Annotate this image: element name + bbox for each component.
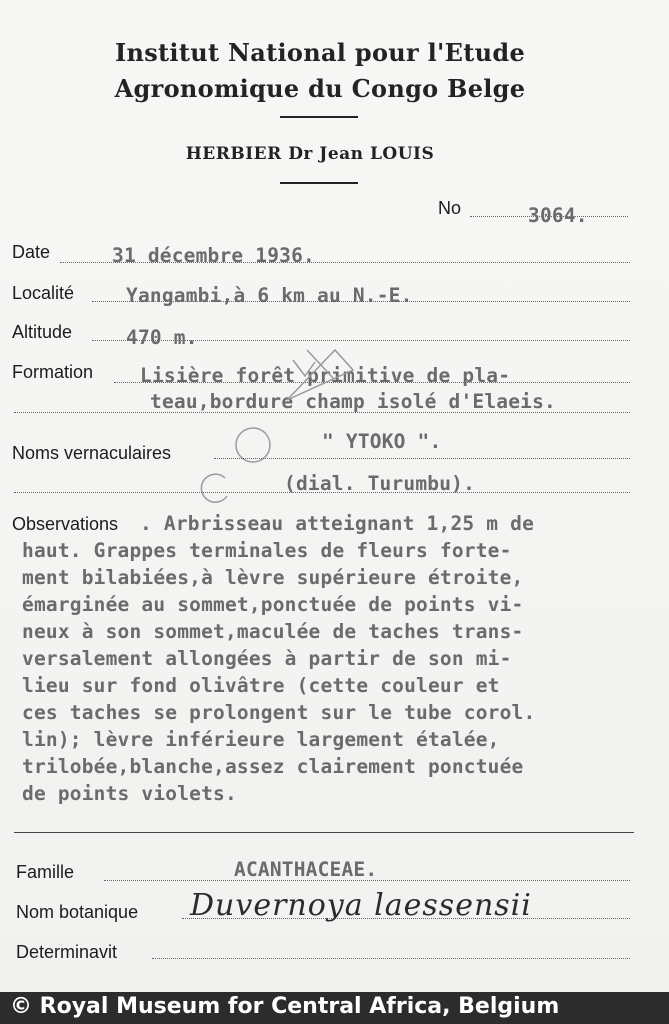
observations-line: haut. Grappes terminales de fleurs forte- — [22, 539, 512, 562]
observations-line: émarginée au sommet,ponctuée de points vi- — [22, 593, 524, 616]
altitude-value: 470 m. — [126, 326, 198, 349]
title-rule-top — [280, 116, 358, 118]
number-value: 3064. — [528, 204, 588, 227]
locality-label: Localité — [12, 283, 75, 303]
section-divider — [14, 832, 634, 833]
determinavit-label: Determinavit — [16, 942, 118, 962]
family-label: Famille — [16, 862, 75, 882]
botanical-name-handwritten: Duvernoya laessensii — [190, 888, 532, 923]
observations-line: ment bilabiées,à lèvre supérieure étroite, — [22, 566, 524, 589]
title-rule-bottom — [280, 182, 358, 184]
locality-value: Yangambi,à 6 km au N.-E. — [126, 284, 413, 307]
observations-line: versalement allongées à partir de son mi- — [22, 647, 512, 670]
vernacular-label: Noms vernaculaires — [12, 443, 172, 463]
observations-line: lin); lèvre inférieure largement étalée, — [22, 728, 500, 751]
observations-line: ces taches se prolongent sur le tube corol. — [22, 701, 536, 724]
observations-line: . Arbrisseau atteignant 1,25 m de — [140, 512, 535, 535]
observations-label: Observations — [12, 514, 119, 534]
determinavit-dotted-line — [152, 958, 630, 959]
observations-line: trilobée,blanche,assez clairement ponctuée — [22, 755, 524, 778]
number-label: No — [438, 198, 462, 218]
vernacular-dotted-line-1 — [214, 458, 630, 459]
herbarium-title: HERBIER Dr Jean LOUIS — [185, 144, 435, 164]
date-value: 31 décembre 1936. — [112, 244, 315, 267]
institute-title-line1: Institut National pour l'Etude — [114, 38, 526, 67]
botanical-name-label: Nom botanique — [16, 902, 139, 922]
observations-line: de points violets. — [22, 782, 237, 805]
observations-line: lieu sur fond olivâtre (cette couleur et — [22, 674, 500, 697]
copyright-banner: © Royal Museum for Central Africa, Belgium — [0, 992, 669, 1024]
vernacular-value-line2: (dial. Turumbu). — [284, 472, 476, 495]
altitude-label: Altitude — [12, 322, 73, 342]
observations-line: neux à son sommet,maculée de taches trans- — [22, 620, 524, 643]
formation-value-line1: Lisière forêt primitive de pla- — [140, 364, 511, 387]
vernacular-value-line1: " YTOKO ". — [322, 430, 442, 453]
formation-value-line2: teau,bordure champ isolé d'Elaeis. — [150, 390, 556, 413]
formation-label: Formation — [12, 362, 94, 382]
date-label: Date — [12, 242, 51, 262]
family-value: ACANTHACEAE. — [234, 858, 378, 881]
institute-title-line2: Agronomique du Congo Belge — [114, 74, 526, 103]
